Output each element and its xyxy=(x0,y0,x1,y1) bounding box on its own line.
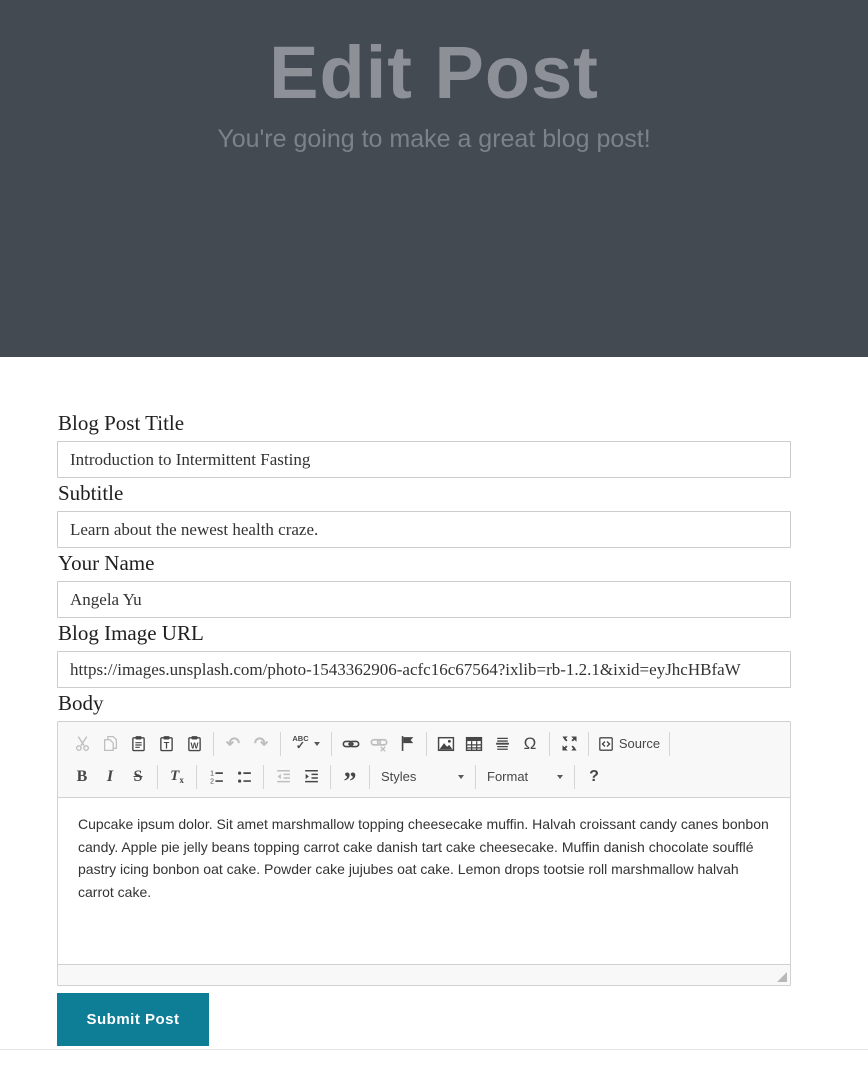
redo-icon: ↷ xyxy=(253,734,269,753)
table-icon xyxy=(465,735,483,753)
editor-footer-bar xyxy=(58,964,790,985)
image-icon xyxy=(437,735,455,753)
paste-plain-text-icon xyxy=(158,735,175,752)
editor-body-text: Cupcake ipsum dolor. Sit amet marshmallow topping cheesecake muffin. Halvah croissant candy canes bonbon candy. Apple pie jelly beans topping carrot cake danish tart cake cheesecake. Muffin danish chocolate soufflé pastry icing bonbon oat cake. Powder cake jujubes oat cake. Lemon drops tootsie roll marshmallow halvah carrot cake. xyxy=(78,816,769,901)
anchor-button[interactable] xyxy=(393,731,421,757)
bold-button[interactable] xyxy=(68,764,96,790)
cut-icon xyxy=(74,735,91,752)
page-subtitle: You're going to make a great blog post! xyxy=(217,125,651,153)
toolbar-row-2 xyxy=(68,760,782,796)
resize-handle-icon[interactable] xyxy=(777,972,787,982)
page-title: Edit Post xyxy=(269,31,599,114)
special-character-icon: Ω xyxy=(523,733,537,753)
toolbar-separator xyxy=(263,765,264,789)
toolbar-separator xyxy=(475,765,476,789)
horizontal-rule-icon xyxy=(494,735,511,752)
maximize-button[interactable] xyxy=(555,731,583,757)
paste-plain-text-button[interactable] xyxy=(152,731,180,757)
toolbar-row-1 xyxy=(68,727,782,760)
increase-indent-icon xyxy=(303,768,320,785)
remove-format-button[interactable] xyxy=(163,764,191,790)
italic-button[interactable] xyxy=(96,764,124,790)
toolbar-separator xyxy=(196,765,197,789)
horizontal-rule-button[interactable] xyxy=(488,731,516,757)
increase-indent-button[interactable] xyxy=(297,764,325,790)
maximize-icon xyxy=(561,735,578,752)
toolbar-separator xyxy=(369,765,370,789)
svg-text:W: W xyxy=(189,740,199,751)
source-icon xyxy=(598,736,614,752)
toolbar-separator xyxy=(280,732,281,756)
bulleted-list-icon xyxy=(236,768,253,785)
subtitle-input[interactable] xyxy=(57,511,791,548)
blog-image-url-input[interactable] xyxy=(57,651,791,688)
bulleted-list-button[interactable] xyxy=(230,764,258,790)
paste-icon xyxy=(130,735,147,752)
body-label: Body xyxy=(58,691,104,715)
strikethrough-button[interactable] xyxy=(124,764,152,790)
source-button[interactable] xyxy=(594,731,664,757)
toolbar-separator xyxy=(330,765,331,789)
decrease-indent-icon xyxy=(275,768,292,785)
styles-dropdown[interactable] xyxy=(375,764,470,790)
toolbar-separator xyxy=(669,732,670,756)
link-button[interactable] xyxy=(337,731,365,757)
spell-check-icon: ABC ✓ xyxy=(292,734,309,752)
strikethrough-icon: S xyxy=(133,767,143,785)
chevron-down-icon xyxy=(557,775,563,779)
decrease-indent-button[interactable] xyxy=(269,764,297,790)
italic-icon: I xyxy=(106,767,114,785)
your-name-input[interactable] xyxy=(57,581,791,618)
edit-post-form xyxy=(57,357,791,1046)
svg-text:T: T xyxy=(163,740,169,751)
svg-text:2: 2 xyxy=(209,778,214,785)
toolbar-separator xyxy=(574,765,575,789)
blog-image-url-label: Blog Image URL xyxy=(58,621,204,645)
editor-toolbar xyxy=(58,722,790,798)
numbered-list-button[interactable] xyxy=(202,764,230,790)
format-dropdown[interactable] xyxy=(481,764,569,790)
unlink-button[interactable] xyxy=(365,731,393,757)
paste-from-word-icon xyxy=(186,735,203,752)
remove-format-icon: $T_x$ xyxy=(170,768,184,785)
copy-icon xyxy=(102,735,119,752)
format-dropdown-label: Format xyxy=(487,769,529,784)
toolbar-separator xyxy=(426,732,427,756)
table-button[interactable] xyxy=(460,731,488,757)
copy-button[interactable] xyxy=(96,731,124,757)
rich-text-editor xyxy=(57,721,791,986)
anchor-flag-icon xyxy=(399,735,416,752)
chevron-down-icon xyxy=(458,775,464,779)
hero-header xyxy=(0,0,868,357)
styles-dropdown-label: Styles xyxy=(381,769,417,784)
numbered-list-icon xyxy=(208,768,225,785)
about-button[interactable] xyxy=(580,764,608,790)
bold-icon: B xyxy=(76,767,88,785)
blog-post-title-input[interactable] xyxy=(57,441,791,478)
link-icon xyxy=(342,735,360,753)
svg-text:1: 1 xyxy=(209,770,214,778)
subtitle-label: Subtitle xyxy=(58,481,124,505)
paste-from-word-button[interactable] xyxy=(180,731,208,757)
toolbar-separator xyxy=(213,732,214,756)
toolbar-separator xyxy=(588,732,589,756)
special-character-button[interactable] xyxy=(516,731,544,757)
undo-icon: ↶ xyxy=(225,734,241,753)
blog-post-title-label: Blog Post Title xyxy=(58,411,185,435)
toolbar-separator xyxy=(549,732,550,756)
toolbar-separator xyxy=(157,765,158,789)
toolbar-separator xyxy=(331,732,332,756)
about-icon: ? xyxy=(589,767,599,785)
editor-body[interactable] xyxy=(58,798,790,964)
page-footer-divider xyxy=(0,1049,868,1083)
your-name-label: Your Name xyxy=(58,551,155,575)
blockquote-button[interactable] xyxy=(336,764,364,796)
redo-button[interactable] xyxy=(247,731,275,757)
source-button-label: Source xyxy=(618,736,661,751)
undo-button[interactable] xyxy=(219,731,247,757)
unlink-icon xyxy=(370,735,388,753)
image-button[interactable] xyxy=(432,731,460,757)
cut-button[interactable] xyxy=(68,731,96,757)
blockquote-icon: ” xyxy=(343,766,357,796)
paste-button[interactable] xyxy=(124,731,152,757)
chevron-down-icon xyxy=(314,742,320,746)
spell-check-button[interactable] xyxy=(286,731,326,757)
submit-post-button[interactable]: Submit Post xyxy=(57,993,209,1046)
